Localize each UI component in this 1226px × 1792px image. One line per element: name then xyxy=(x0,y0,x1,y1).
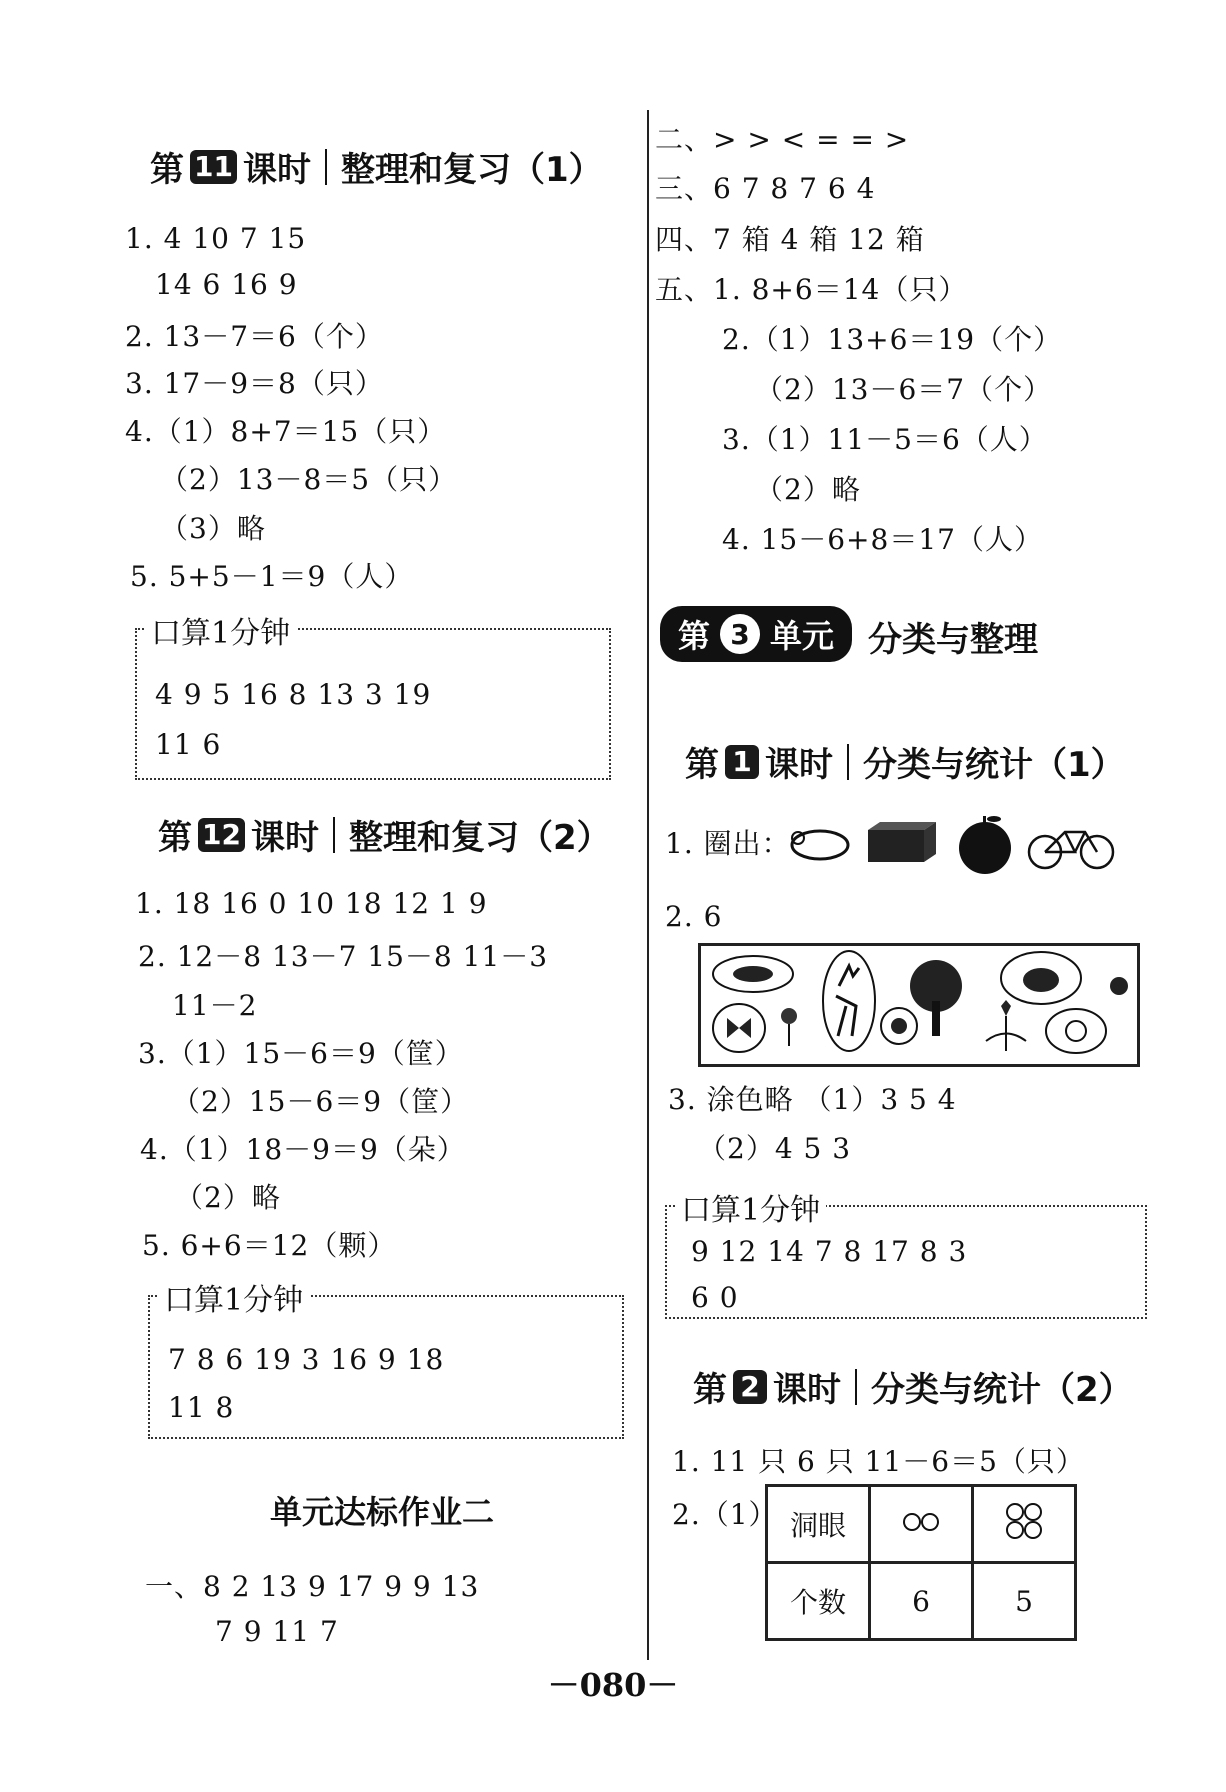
tulip-icon xyxy=(986,1000,1026,1051)
heading-title: 整理和复习（1） xyxy=(340,150,603,190)
heading-prefix: 第 xyxy=(685,745,719,785)
heading-title: 分类与统计（2） xyxy=(871,1370,1133,1410)
table-cell xyxy=(870,1486,973,1563)
answer-line: 三、6 7 8 7 6 4 xyxy=(655,172,876,205)
answer-line: 14 6 16 9 xyxy=(155,268,298,301)
answer-line: （2）13－6＝7（个） xyxy=(755,373,1053,406)
two-holes-icon xyxy=(901,1510,941,1534)
four-holes-icon xyxy=(1004,1501,1044,1541)
mental-math-row: 9 12 14 7 8 17 8 3 xyxy=(691,1235,968,1268)
answer-line: 1. 11 只 6 只 11－6＝5（只） xyxy=(672,1445,1085,1478)
hole-count-table xyxy=(765,1484,1077,1641)
unit-number: 3 xyxy=(720,614,760,654)
answer-line: 2. 12－8 13－7 15－8 11－3 xyxy=(138,940,549,973)
heading-divider xyxy=(333,817,335,853)
unit-prefix: 第 xyxy=(678,617,711,655)
answer-line: （2）4 5 3 xyxy=(698,1132,852,1165)
table-header-cell: 个数 xyxy=(767,1563,870,1640)
unit-homework-title: 单元达标作业二 xyxy=(270,1493,495,1531)
mental-math-title: 口算1分钟 xyxy=(145,608,296,652)
answer-line: 2.（1） xyxy=(672,1498,778,1531)
answer-line: 11－2 xyxy=(172,989,258,1022)
answer-line: 2.（1）13+6＝19（个） xyxy=(722,323,1063,356)
animals-plants-illustration xyxy=(701,946,1137,1064)
bicycle-icon xyxy=(1029,832,1113,868)
answer-line: 7 9 11 7 xyxy=(215,1615,339,1648)
lesson-2-heading xyxy=(693,1362,1133,1411)
deer-icon xyxy=(823,951,875,1051)
answer-line: 3. 17－9＝8（只） xyxy=(125,367,384,400)
mental-math-box xyxy=(148,1283,624,1439)
unit-title: 分类与整理 xyxy=(868,620,1038,660)
answer-line: 1. 18 16 0 10 18 12 1 9 xyxy=(135,887,488,920)
unit-banner xyxy=(660,606,852,662)
box-icon xyxy=(868,822,936,862)
heading-mid: 课时 xyxy=(242,150,311,190)
heading-prefix: 第 xyxy=(150,150,184,190)
table-cell: 6 xyxy=(870,1563,973,1640)
answer-line: 3.（1）11－5＝6（人） xyxy=(722,423,1048,456)
dog-icon xyxy=(1046,1009,1106,1053)
table-cell: 5 xyxy=(973,1563,1076,1640)
table-cell xyxy=(973,1486,1076,1563)
mental-math-title: 口算1分钟 xyxy=(675,1185,826,1229)
mental-math-box xyxy=(135,616,611,780)
answer-line: 五、1. 8+6＝14（只） xyxy=(655,273,968,306)
mental-math-row: 4 9 5 16 8 13 3 19 xyxy=(155,678,432,711)
answer-line: 一、8 2 13 9 17 9 9 13 xyxy=(145,1570,480,1603)
sausage-icon xyxy=(792,831,848,859)
page-number: －080－ xyxy=(547,1666,679,1704)
flower-icon xyxy=(781,1008,797,1046)
answer-line: （2）15－6＝9（筐） xyxy=(172,1085,470,1118)
answer-line: 2. 6 xyxy=(665,900,723,933)
heading-prefix: 第 xyxy=(693,1370,727,1410)
heading-prefix: 第 xyxy=(158,818,192,858)
answer-line: 5. 5+5－1＝9（人） xyxy=(130,560,414,593)
table-row xyxy=(767,1563,1076,1640)
table-row xyxy=(767,1486,1076,1563)
answer-line: 1. 圈出： xyxy=(665,827,791,860)
answer-line: （2）略 xyxy=(755,473,861,506)
answer-line: 5. 6+6＝12（颗） xyxy=(142,1229,397,1262)
column-divider xyxy=(647,110,649,1660)
answer-line: 4. 15－6+8＝17（人） xyxy=(722,523,1043,556)
mental-math-row: 6 0 xyxy=(691,1281,739,1314)
apple-icon xyxy=(959,816,1011,874)
answer-line: （2）略 xyxy=(175,1181,281,1214)
heading-mid: 课时 xyxy=(773,1370,841,1410)
heading-divider xyxy=(847,744,849,780)
heading-mid: 课时 xyxy=(250,818,319,858)
heading-title: 整理和复习（2） xyxy=(348,818,611,858)
heading-mid: 课时 xyxy=(765,745,833,785)
answer-line: （3）略 xyxy=(160,512,266,545)
answer-line: （2）13－8＝5（只） xyxy=(160,463,458,496)
answer-line: 二、> > < = = > xyxy=(655,123,910,156)
heading-divider xyxy=(325,149,327,185)
mental-math-row: 11 8 xyxy=(168,1391,235,1424)
butterfly-icon xyxy=(713,1004,765,1052)
lesson-number-badge: 12 xyxy=(198,818,245,852)
mental-math-title: 口算1分钟 xyxy=(158,1275,309,1319)
mental-math-row: 11 6 xyxy=(155,728,222,761)
answer-line: 4.（1）18－9＝9（朵） xyxy=(140,1133,466,1166)
heading-divider xyxy=(855,1369,857,1405)
answer-line: 1. 4 10 7 15 xyxy=(125,222,307,255)
answer-line: 2. 13－7＝6（个） xyxy=(125,320,384,353)
frog-icon xyxy=(881,1008,917,1044)
answer-line: 四、7 箱 4 箱 12 箱 xyxy=(655,223,925,256)
lesson-1-heading xyxy=(685,737,1125,786)
lesson-12-heading xyxy=(158,810,611,859)
unit-suffix: 单元 xyxy=(770,617,835,655)
lesson-11-heading xyxy=(150,142,603,191)
circled-items-illustration xyxy=(780,810,1125,880)
classification-picture xyxy=(698,943,1140,1067)
table-header-cell: 洞眼 xyxy=(767,1486,870,1563)
small-apple-icon xyxy=(1110,977,1128,995)
lesson-number-badge: 11 xyxy=(190,150,237,184)
mental-math-box xyxy=(665,1193,1147,1319)
answer-line: 3. 涂色略 （1）3 5 4 xyxy=(668,1083,957,1116)
cat-icon xyxy=(1001,952,1081,1004)
lesson-number-badge: 2 xyxy=(733,1370,767,1404)
heading-title: 分类与统计（1） xyxy=(863,745,1125,785)
mental-math-row: 7 8 6 19 3 16 9 18 xyxy=(168,1343,445,1376)
answer-line: 3.（1）15－6＝9（筐） xyxy=(138,1037,464,1070)
lesson-number-badge: 1 xyxy=(725,745,759,779)
fish-icon xyxy=(713,956,793,992)
answer-line: 4.（1）8+7＝15（只） xyxy=(125,415,447,448)
